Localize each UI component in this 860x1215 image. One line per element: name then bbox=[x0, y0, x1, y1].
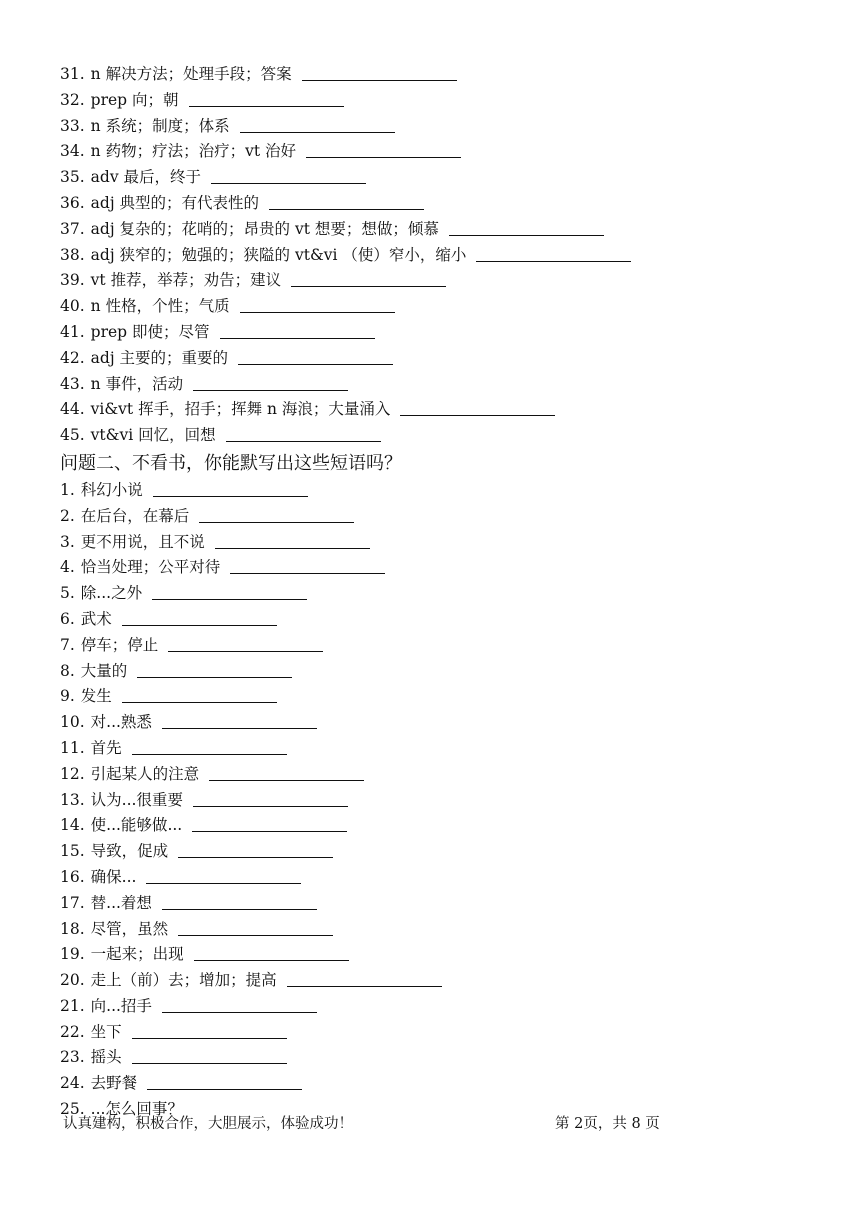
answer-blank[interactable] bbox=[194, 944, 349, 961]
list-item bbox=[60, 397, 820, 423]
item-text: adj 主要的；重要的 bbox=[90, 348, 229, 367]
answer-blank[interactable] bbox=[226, 425, 381, 442]
item-text: 恰当处理；公平对待 bbox=[80, 558, 221, 577]
list-item bbox=[60, 372, 820, 398]
answer-blank[interactable] bbox=[302, 64, 457, 81]
item-number: 20. bbox=[60, 971, 85, 990]
item-text: n 药物；疗法；治疗；vt 治好 bbox=[90, 142, 296, 161]
item-number: 38. bbox=[60, 245, 85, 264]
item-number: 11. bbox=[60, 738, 85, 757]
item-number: 15. bbox=[60, 842, 85, 861]
item-text: adv 最后，终于 bbox=[90, 168, 202, 187]
item-number: 12. bbox=[60, 764, 85, 783]
answer-blank[interactable] bbox=[122, 609, 277, 626]
item-text: 大量的 bbox=[80, 661, 128, 680]
list-item bbox=[60, 968, 820, 994]
item-text: ...怎么回事？ bbox=[90, 1100, 183, 1119]
answer-blank[interactable] bbox=[132, 738, 287, 755]
answer-blank[interactable] bbox=[269, 193, 424, 210]
item-number: 36. bbox=[60, 193, 85, 212]
answer-blank[interactable] bbox=[240, 116, 395, 133]
item-number: 21. bbox=[60, 996, 85, 1015]
answer-blank[interactable] bbox=[306, 141, 461, 158]
answer-blank[interactable] bbox=[132, 1022, 287, 1039]
item-text: 导致，促成 bbox=[90, 842, 169, 861]
list-item bbox=[60, 555, 820, 581]
list-item bbox=[60, 633, 820, 659]
answer-blank[interactable] bbox=[178, 841, 333, 858]
answer-blank[interactable] bbox=[199, 506, 354, 523]
list-item bbox=[60, 243, 820, 269]
item-text: 停车；停止 bbox=[80, 635, 159, 654]
answer-blank[interactable] bbox=[162, 712, 317, 729]
answer-blank[interactable] bbox=[238, 348, 393, 365]
item-text: 摇头 bbox=[90, 1048, 122, 1067]
list-item bbox=[60, 191, 820, 217]
answer-blank[interactable] bbox=[476, 245, 631, 262]
item-text: 向...招手 bbox=[90, 996, 152, 1015]
answer-blank[interactable] bbox=[192, 815, 347, 832]
item-number: 45. bbox=[60, 426, 85, 445]
answer-blank[interactable] bbox=[137, 661, 292, 678]
item-number: 10. bbox=[60, 713, 85, 732]
item-number: 44. bbox=[60, 400, 85, 419]
list-item bbox=[60, 762, 820, 788]
footer-motto: 认真建构，积极合作，大胆展示，体验成功！ bbox=[63, 1116, 353, 1132]
answer-blank[interactable] bbox=[153, 480, 308, 497]
vocabulary-list bbox=[60, 62, 820, 1123]
answer-blank[interactable] bbox=[146, 867, 301, 884]
item-number: 6. bbox=[60, 609, 75, 628]
item-text: 发生 bbox=[80, 687, 112, 706]
item-text: 对...熟悉 bbox=[90, 713, 152, 732]
list-item bbox=[60, 217, 820, 243]
answer-blank[interactable] bbox=[449, 219, 604, 236]
answer-blank[interactable] bbox=[122, 686, 277, 703]
item-number: 9. bbox=[60, 687, 75, 706]
page-number: 第 2页，共 8 页 bbox=[555, 1116, 660, 1132]
list-item bbox=[60, 865, 820, 891]
answer-blank[interactable] bbox=[215, 532, 370, 549]
item-number: 4. bbox=[60, 558, 75, 577]
item-text: 一起来；出现 bbox=[90, 945, 184, 964]
item-number: 41. bbox=[60, 322, 85, 341]
list-item bbox=[60, 88, 820, 114]
list-item bbox=[60, 139, 820, 165]
list-item bbox=[60, 994, 820, 1020]
answer-blank[interactable] bbox=[147, 1073, 302, 1090]
item-text: 认为...很重要 bbox=[90, 790, 183, 809]
list-item bbox=[60, 839, 820, 865]
item-number: 39. bbox=[60, 271, 85, 290]
answer-blank[interactable] bbox=[162, 893, 317, 910]
item-number: 35. bbox=[60, 168, 85, 187]
item-number: 32. bbox=[60, 90, 85, 109]
answer-blank[interactable] bbox=[193, 374, 348, 391]
item-number: 13. bbox=[60, 790, 85, 809]
list-item bbox=[60, 530, 820, 556]
answer-blank[interactable] bbox=[287, 970, 442, 987]
list-item bbox=[60, 478, 820, 504]
item-number: 7. bbox=[60, 635, 75, 654]
item-number: 19. bbox=[60, 945, 85, 964]
item-number: 34. bbox=[60, 142, 85, 161]
list-item bbox=[60, 891, 820, 917]
item-text: vi&vt 挥手，招手；挥舞 n 海浪；大量涌入 bbox=[90, 400, 391, 419]
list-item bbox=[60, 813, 820, 839]
item-text: 科幻小说 bbox=[80, 480, 143, 499]
item-number: 2. bbox=[60, 506, 75, 525]
list-item bbox=[60, 1020, 820, 1046]
list-item bbox=[60, 504, 820, 530]
item-number: 31. bbox=[60, 65, 85, 83]
item-number: 33. bbox=[60, 116, 85, 135]
item-text: 更不用说，且不说 bbox=[80, 532, 205, 551]
item-text: 尽管，虽然 bbox=[90, 919, 169, 938]
list-item bbox=[60, 710, 820, 736]
list-item bbox=[60, 659, 820, 685]
item-text: 坐下 bbox=[90, 1022, 122, 1041]
item-text: 使...能够做... bbox=[90, 816, 183, 835]
item-number: 14. bbox=[60, 816, 85, 835]
list-item bbox=[60, 917, 820, 943]
item-number: 40. bbox=[60, 297, 85, 316]
answer-blank[interactable] bbox=[209, 764, 364, 781]
list-item bbox=[60, 788, 820, 814]
answer-blank[interactable] bbox=[291, 270, 446, 287]
item-number: 24. bbox=[60, 1074, 85, 1093]
item-number: 1. bbox=[60, 480, 75, 499]
answer-blank[interactable] bbox=[132, 1047, 287, 1064]
item-text: 除...之外 bbox=[80, 584, 143, 603]
list-item bbox=[60, 320, 820, 346]
item-number: 16. bbox=[60, 867, 85, 886]
item-text: vt 推荐，举荐；劝告；建议 bbox=[90, 271, 282, 290]
item-number: 17. bbox=[60, 893, 85, 912]
list-item bbox=[60, 1071, 820, 1097]
item-text: 替...着想 bbox=[90, 893, 152, 912]
item-text: 去野餐 bbox=[90, 1074, 138, 1093]
list-item bbox=[60, 62, 820, 88]
answer-blank[interactable] bbox=[168, 635, 323, 652]
item-number: 22. bbox=[60, 1022, 85, 1041]
item-text: 引起某人的注意 bbox=[90, 764, 200, 783]
item-text: adj 复杂的；花哨的；昂贵的 vt 想要；想做；倾慕 bbox=[90, 219, 439, 238]
item-text: 首先 bbox=[90, 738, 122, 757]
answer-blank[interactable] bbox=[211, 167, 366, 184]
item-number: 5. bbox=[60, 584, 75, 603]
item-number: 42. bbox=[60, 348, 85, 367]
item-number: 23. bbox=[60, 1048, 85, 1067]
item-text: 武术 bbox=[80, 609, 112, 628]
list-item bbox=[60, 942, 820, 968]
page-footer bbox=[63, 1112, 663, 1132]
item-text: prep 向；朝 bbox=[90, 90, 179, 109]
answer-blank[interactable] bbox=[400, 399, 555, 416]
list-item bbox=[60, 684, 820, 710]
answer-blank[interactable] bbox=[152, 583, 307, 600]
item-text: prep 即使；尽管 bbox=[90, 322, 210, 341]
item-text: 在后台，在幕后 bbox=[80, 506, 190, 525]
answer-blank[interactable] bbox=[230, 557, 385, 574]
item-number: 25. bbox=[60, 1100, 85, 1119]
item-text: n 性格，个性；气质 bbox=[90, 297, 230, 316]
section-heading: 问题二、不看书，你能默写出这些短语吗？ bbox=[60, 452, 402, 474]
item-number: 43. bbox=[60, 374, 85, 393]
list-item bbox=[60, 423, 820, 449]
list-item bbox=[60, 268, 820, 294]
list-item bbox=[60, 736, 820, 762]
item-number: 18. bbox=[60, 919, 85, 938]
item-text: n 系统；制度；体系 bbox=[90, 116, 230, 135]
item-text: vt&vi 回忆，回想 bbox=[90, 426, 216, 445]
item-text: adj 狭窄的；勉强的；狭隘的 vt&vi （使）窄小，缩小 bbox=[90, 245, 467, 264]
item-text: adj 典型的；有代表性的 bbox=[90, 193, 260, 212]
answer-blank[interactable] bbox=[178, 919, 333, 936]
answer-blank[interactable] bbox=[220, 322, 375, 339]
answer-blank[interactable] bbox=[240, 296, 395, 313]
list-item bbox=[60, 165, 820, 191]
item-text: 走上（前）去；增加；提高 bbox=[90, 971, 277, 990]
item-number: 37. bbox=[60, 219, 85, 238]
list-item bbox=[60, 294, 820, 320]
item-number: 8. bbox=[60, 661, 75, 680]
answer-blank[interactable] bbox=[193, 790, 348, 807]
answer-blank[interactable] bbox=[189, 90, 344, 107]
list-item bbox=[60, 114, 820, 140]
list-item bbox=[60, 346, 820, 372]
item-text: 确保... bbox=[90, 867, 137, 886]
item-text: n 事件，活动 bbox=[90, 374, 184, 393]
item-number: 3. bbox=[60, 532, 75, 551]
list-item bbox=[60, 1045, 820, 1071]
item-text: n 解决方法；处理手段；答案 bbox=[90, 65, 292, 83]
answer-blank[interactable] bbox=[162, 996, 317, 1013]
list-item bbox=[60, 607, 820, 633]
list-item bbox=[60, 581, 820, 607]
